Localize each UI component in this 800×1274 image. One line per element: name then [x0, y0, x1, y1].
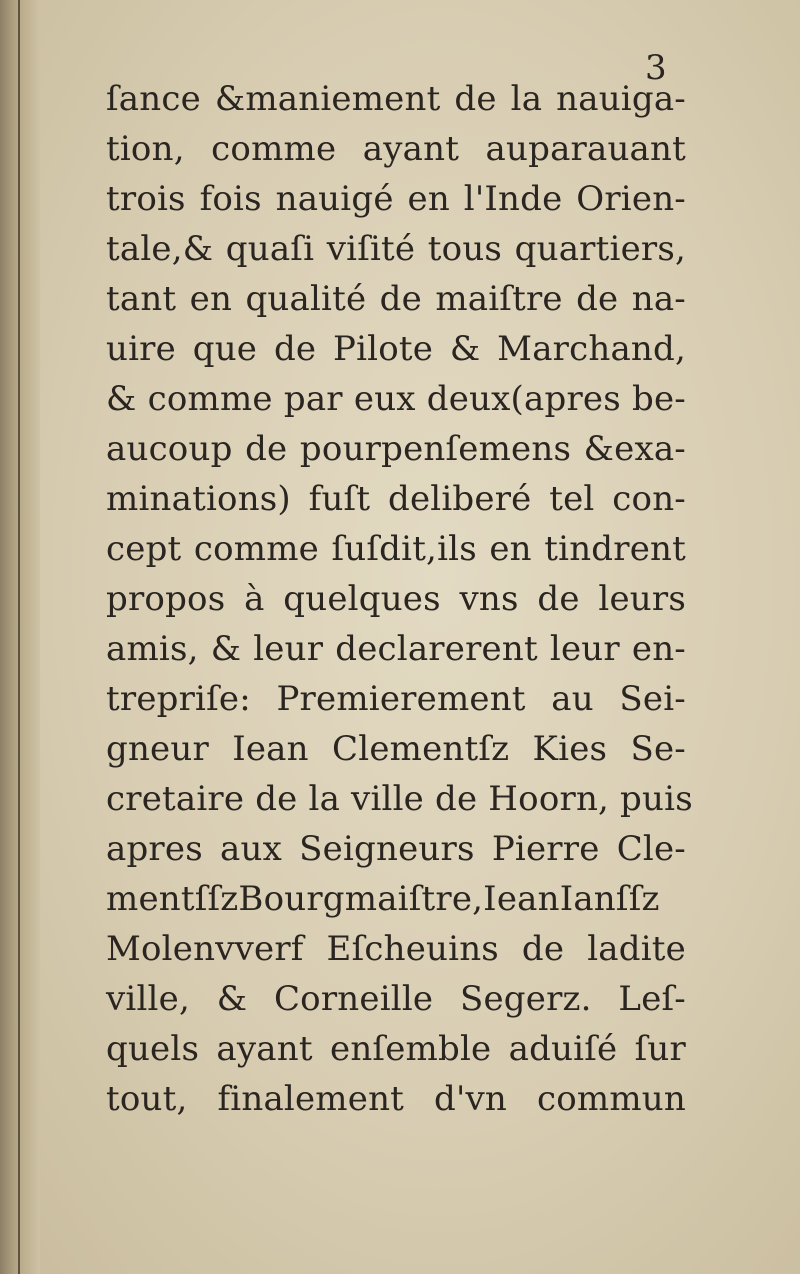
text-line: trepriſe: Premierement au Sei- — [106, 679, 686, 719]
text-line: uire que de Pilote & Marchand, — [106, 329, 686, 369]
text-line: tale,& quaſi viſité tous quartiers, — [106, 229, 686, 269]
text-line: & comme par eux deux(apres be- — [106, 379, 686, 419]
text-line: apres aux Seigneurs Pierre Cle- — [106, 829, 686, 869]
text-line: cept comme ſuſdit,ils en tindrent — [106, 529, 686, 569]
text-line: ville, & Corneille Segerz. Leſ- — [106, 979, 686, 1019]
page-gutter — [0, 0, 40, 1274]
text-line: Molenvverf Eſcheuins de ladite — [106, 929, 686, 969]
text-line: quels ayant enſemble aduiſé ſur — [106, 1029, 686, 1069]
text-line: aucoup de pourpenſemens &exa- — [106, 429, 686, 469]
text-line: trois fois nauigé en l'Inde Orien- — [106, 179, 686, 219]
text-line: cretaire de la ville de Hoorn, puis — [106, 779, 693, 819]
body-text — [106, 74, 693, 1124]
text-line: amis, & leur declarerent leur en- — [106, 629, 686, 669]
text-line: mentſſzBourgmaiſtre,IeanIanſſz — [106, 879, 660, 919]
text-line: gneur Iean Clementſz Kies Se- — [106, 729, 686, 769]
binding-edge — [18, 0, 20, 1274]
page-number: 3 — [645, 48, 667, 88]
text-line: ſance &maniement de la nauiga- — [106, 79, 686, 119]
text-line: tion, comme ayant auparauant — [106, 129, 686, 169]
text-line: tant en qualité de maiſtre de na- — [106, 279, 686, 319]
text-line: tout, finalement d'vn commun — [106, 1079, 686, 1119]
text-line: propos à quelques vns de leurs — [106, 579, 686, 619]
text-line: minations) fuſt deliberé tel con- — [106, 479, 686, 519]
